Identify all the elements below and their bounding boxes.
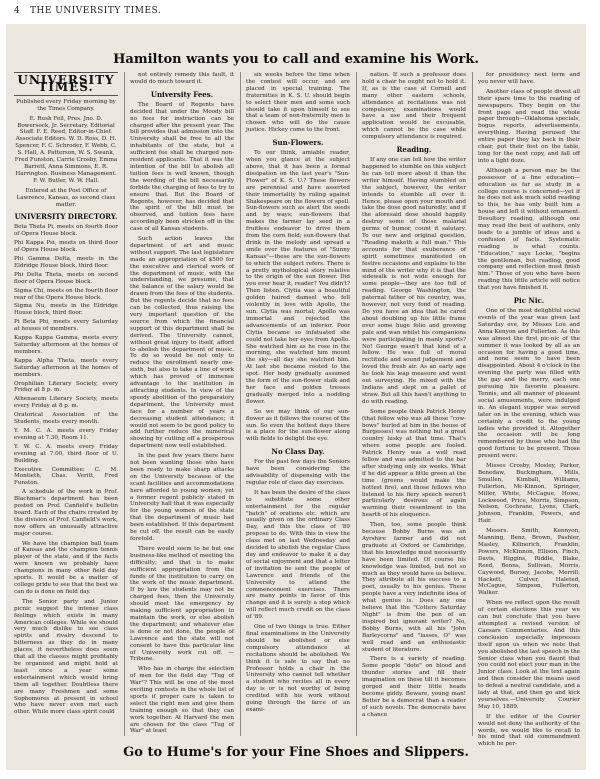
staff-list: E. Rush Fell, Pres. Jno. D. Bowersock, Jr. Secretary. Editorial Staff. F. E. Reed, Editor-in-Chief. Associate Editors. W. D. Ross, D. H. Spencer, F. C. Schroder, F. Webb, C. S. Hall, A. Patterson, W. S. Swank, Fred Funston, Carrie Crosby, Emma Barrett, Anna Simmons, E. R. Harrington. Business Management. F. W. Butler, W. W. Hall. xyxy=(14,115,118,184)
masthead-title: UNIVERSITY TIMES. xyxy=(14,72,118,96)
column-3 xyxy=(246,72,350,736)
publication-info: Published every Friday morning by the Times Company. xyxy=(16,98,116,112)
article-paragraph: Some people think Patrick Henry (that fellow who was all those "cow-bows" hurled at him in the house of Burgesses) was nothing but a great country lusky at that time. That's where some people are fooled. Patrick Henry was a well read fellow and was admitted to the bar after studying only six weeks. What if he did appear a little green at the time (greens would make the hottest fire), and those fellows who listened to his fiery speech weren't particularly desirous of again warming their resentment in the hearth of his eloquence. xyxy=(362,408,466,519)
article-paragraph: Then, too, some people think because Bobby Burns was an Ayrshire farmer and did not graduate at Oxford or Cambridge, that his knowledge must necessarily have been limited. Of course his knowledge was limited, but not so much as they would have us believe. They attribute all his success to a poet, usually to his genius. These people have a very indefinite idea of what genius is. Does any one believe that the "Cotters Saturday Night" is from the pen of an inspired but ignorant writer? No, Bobby Burns, with all his "John Barleycorns" and "lasses, O" was well read and an enthusiastic student of literature. xyxy=(362,522,466,653)
article-paragraph: If the editor of the Courier would not deny the authority of the words, we would like to recall to his mind that old commandment which he per- xyxy=(478,713,580,748)
article-paragraph: Who has in charge the selection of men for the field day "Tug of War"? This will be one of the most exciting contests in the whole list of sports if proper care is taken to select the right men and give them training enough so that they can work together. At Harvard the men are chosen for the class "Tug of War" at least xyxy=(130,666,234,735)
directory-item: Pi Beta Phi, meets every Saturday at houses of members. xyxy=(14,319,118,333)
article-heading: Pic Nic. xyxy=(513,296,545,306)
column-rule xyxy=(472,72,473,736)
top-advertisement: Hamilton wants you to call and examine his Work. xyxy=(113,52,479,67)
column-rule xyxy=(356,72,357,736)
editorial-paragraph: The Senior party and Junior picnic suggest the intense class feelings which exists in many American colleges. While we should very much dislike to see class spirits and rivalry descend to bitterness as they do in many places, it nevertheless does seem that all the classes might profitably be organized and might hold at least once a year some entertainment which would bring them all together. Doubtless there are many Freshmen and some Sophomores at present in school who have never even met each other. While more class spirit could xyxy=(14,598,118,716)
editorial-paragraph: A schedule of the work in Prof. Blachmar's department has been posted on Prof. Canfield's bulletin board. Each of the chairs created by the division of Prof. Canfield's work, now offers an unusually attractive major course. xyxy=(14,489,118,537)
article-heading: University Fees. xyxy=(150,89,214,99)
article-paragraph: Another class of people divest all their spare time to the reading of newspapers. They begin on the front page and read the whole paper through—Oklahoma specials, bogus reports, advertisements, everything. Having perused the entire paper they lay back in their chair, put their feet on the table, long for the next copy, and fall off into a light doze. xyxy=(478,88,580,164)
directory-heading: UNIVERSITY DIRECTORY. xyxy=(14,212,118,222)
column-4 xyxy=(362,72,466,736)
running-masthead: THE UNIVERSITY TIMES. xyxy=(30,6,162,16)
continued-text: six weeks before the time when the contest will occur, and are placed in special training. The fraternities in K. S. U. should begin to select their men and some such should take it upon himself to see that a team of non-fraternity men is chosen who will do the cause justice. Hickey come to the front. xyxy=(246,72,350,134)
article-heading: Reading. xyxy=(396,145,432,155)
article-paragraph: If any one can tell how the writer happened to stumble on this subject he can tell more about it than the writer himself. Having stumbled on the subject, however, the writer intends to stumble all over it. Hence, please open your mouth and take the dose good naturedly; and if the aforesaid dose should happily destroy some of those malarial germs of humor, count it salutary. To our new and original question, "Reading maketh a full man." This accounts for that exuberance of spirit sometimes manifested on festive occasions and explains to the mind of the writer why it is that the sidewalk is not wide enough for some people—they are too full of reading. George Washington, the paternal father of his country, was, however, not very fond of reading. Do you have an idea that he cared about doubling up his little frame over some huge folio and growing pale and wan whilst his companions were participating in manly sports? No! George wasn't that kind of a fellow. He was full of moral rectitude and sound judgement and loved the fresh air. As an early age he took his leap measure and went out surveying. He mixed with the Indians and slept on a pallet of straw. But all this hasn't anything to do with reading. xyxy=(362,157,466,405)
directory-item: Oratorical Association of the Students, meets every month. xyxy=(14,412,118,426)
directory-list xyxy=(14,224,118,487)
directory-item: Beta Theta Pi, meets on fourth floor of Opera House block. xyxy=(14,224,118,238)
article-paragraph: In the past few years there have not been wanting those who have been ready to make sharp attacks on the University because of the scant facilities and accommodations here afforded to young women; yet a former regent publicly stated in University hall that it was especially for the young women of the state that the department of music had been established. If this department be cut off, the result can be easily foretold. xyxy=(130,453,234,542)
continued-text: not entirely remedy this fault, it would do much toward it. xyxy=(130,72,234,85)
directory-item: Athenaeum Literary Society, meets every Friday at 8 p. m. xyxy=(14,396,118,410)
directory-item: Y. M. C. A. meets every Friday evening at 7.30, Room 11. xyxy=(14,427,118,441)
article-paragraph: To our think, amiable reader, when you glance at the subject above, that it has been a formal dissipation on the last year's "Sun-Flower" of K. S. U.? These flowers are perennial and have asserted their immortality by ruling against Shakespeare on the flowers of spell. Sun-flowers such as alert the seeds and by ways; sun-flowers that makes the farmer lay seed in a fruitless endeavor to drive them from the corn field; sun-flowers that drink in the melody and spread a smile over the features of "Sunny Kansas"—these are the sun-flowers to which the subject refers. There is a pretty mythological story relative to the origin of the sun flower. Did you ever hear it, reader? You didn't? Then listen. Clytia was a beautiful golden haired damsel who fell violently in love with Apollo, the sun. Clytia was mortal; Apollo was immortal and rejected the advancements of an inferior. Poor Clytia became so infatuated she could not take her eyes from Apollo. She watched him as he rose in the morning, she watched him mount the sky—all day she watched him. At last she became rooted to the spot. Her body gradually assumed the form of the sun-flower stalk and her face and golden tresses gradually merged into a nodding flower. xyxy=(246,150,350,405)
directory-item: Executive Committee: C. M. Montieth, Chas. Veritt, Fred Funston. xyxy=(14,466,118,487)
article-paragraph: One of two things is true. Either final examinations in the University should be abolished or else compulsory attendance at recitations should be abolished. We think it is safe to say that no Professor holds a chair in the University who cannot tell whether a student who recites all in every day is or is not worthy of being credited with his work without going through the farce of an exami- xyxy=(246,624,350,713)
article-paragraph: Misses Crosby, Mosley, Parker, Benedaw, Buckingham, Mills, Smullen, Kimball, Williams, Fullerton, Mc-Kinnon, Springer, Miller, White, McCague, Howe, Lockwood, Price, Morris, Simpson, Nelson, Cochrane, Lyons, Clark, Johnson, Franklin, Powers, and Hair. xyxy=(478,463,580,525)
newspaper-page xyxy=(6,24,586,770)
article-paragraph: Messrs. Smith, Kennyon, Manning, Benz, Brown, Pashler, Masley, Kilinerich, Franklin, Powers, McKinnon, Ellison, Finch, Davis, Higgins, Riddle, Blake, Reed, Benns, Sullivan, Morris, Caywood, Bursey, Jacobs, Merrill, Hackett, Culver, Haleted, McCague, Simpson, Fullerton, Walker. xyxy=(478,528,580,597)
directory-item: Phi Kappa Psi, meets on third floor of Opera House block. xyxy=(14,240,118,254)
directory-item: Orophilian Literary Society, every Friday at 8 p. m. xyxy=(14,380,118,394)
page-number: 4 xyxy=(14,6,20,16)
continued-text: nation. If such a professor does hold a chair he ought not to hold it. If, as is the case at Cornell and many other eastern schools, attendance at recitations was not compulsory, examinations would have a use and their frequent application would be excusable, which cannot be the case while compulsory attendance is required. xyxy=(362,72,466,141)
article-paragraph: When we reflect upon the result of certain elections this year we can but conclude that you have attempted a revised version of Caesars Commentaries. And this conclusion especially impresses itself upon us when we note that you abolished the last speech in the Senior class when you flaunt that you could not elect your man in the Junior class. Look at the text again and then consider the means used to defeat a neutral candidate, and a lady at that, and then go and kick yourselves.—University Courier May 10, 1889. xyxy=(478,600,580,710)
article-paragraph: For the past few days the Seniors have been considering the advisability of dispensing with the regular role of class day exercises. xyxy=(246,459,350,486)
article-paragraph: It has been the desire of the class to substitute some other entertainment for the regular "batch" of orations etc. which are usually given on the ordinary Class Day, and this the class of '89 propose to do. With this in view the class met on last Wednesday and decided to abolish the regular Class day and endeavor to make it a day of social enjoyment and that a letter of invitation be sent the people of Lawrence and friends of the University to attend the commencement exercises. There are many points in favor of this change and it is surely a step which will reflect much credit on the class of '89. xyxy=(246,489,350,621)
article-paragraph: One of the most delightful social events of the year was given last Saturday eve, by Misses Lou and Anna Kenyon and Fullerton. As this was almost the first pic-nic of the summer it was looked by all as an occasion for having a good time, and none seem to have been disappointed. About 4 o'clock in the evening the party was filled with the gay and the merry, each one pursuing his favorite pleasure. Tennis, and all manner of pleasant social amusements, were indulged in. An elegant supper was served later on in the evening, which was certainly a credit to the young ladies who provided it. Altogether the occasion will be long remembered by those who had the good fortune to be present. Those present were: xyxy=(478,308,580,460)
directory-item: Kappa Kappa Gamma, meets every Saturday afternoon at the homes of members. xyxy=(14,335,118,355)
article-paragraph: The Board of Regents have decided that under the Moody bill no fees for instruction can be charged after the present year. The bill provides that admission into the University shall be free to all the inhabitants of the state, but a sufficient fee shall be charged non-resident applicants. That it was the intention of the bill to abolish all tuition fees is well known, though the wording of the bill necessarily forbids the charging of fees to try to ensure that. But the Board of Regents, however, has decided that the spirit of the bill must be observed, and tuition fees have accordingly been stricken off in the case of all Kansas students. xyxy=(130,101,234,233)
article-paragraph: So we may think of our sun-flower as it follows the course of the sun. So even the hottest days there is a place for the sun-flower along with fields to delight the eye. xyxy=(246,408,350,443)
directory-item: Phi Gamma Delta, meets in the Eldridge House block, third floor. xyxy=(14,256,118,269)
article-paragraph: There is a variety of reading. Some people "dote" on blood and thunder stories and fill their imagination on these till it becomes gorged and their little heads become giddy. Beware, young man! Better be a democrat than a reader of such novels. The democrats have a chance xyxy=(362,656,466,718)
directory-item: Phi Delta Theta, meets on second floor of Opera House block. xyxy=(14,271,118,285)
entry-notice: Entered at the Post Office of Lawrence, Kansas, as second class matter. xyxy=(16,187,116,208)
directory-item: Sigma Nu, meets in the Eldridge House block, third floor. xyxy=(14,303,118,317)
directory-item: Y. W. C. A. meets every Friday evening at 7.00, third floor of U. Building. xyxy=(14,443,118,464)
directory-item: Kappa Alpha Theta, meets every Saturday afternoon at the homes of members. xyxy=(14,357,118,378)
article-paragraph: There would seem to be but one business-like method of meeting the difficulty; and that is to make sufficient appropriation from the funds of the institution to carry on the work of the music department. If by law the students may not be charged fees, then the University should meet the emergency by making sufficient appropriation to maintain the work, or else abolish the department; and whatever else is done or not done, the people of Lawrence and the state will not consent to have this particular line of University work cut off. —Tribune. xyxy=(130,545,234,663)
column-5 xyxy=(478,72,580,748)
column-rule xyxy=(124,72,125,736)
directory-item: Sigma Chi, meets on the fourth floor rear of the Opera House block. xyxy=(14,287,118,301)
column-2 xyxy=(130,72,234,736)
column-1 xyxy=(14,72,118,736)
page-folio xyxy=(6,4,586,18)
column-rule xyxy=(240,72,241,736)
continued-text: for presidency next term and you never will have. xyxy=(478,72,580,85)
bottom-advertisement: Go to Hume's for your Fine Shoes and Slippers. xyxy=(123,745,469,760)
article-heading: Sun-Flowers. xyxy=(272,138,324,148)
editorial-paragraph: We have the champion ball team of Kansas and the champion tennis player of the state, and if the facts were known we probably have champions in many other field day sports. It would be a matter of college pride to see that the best we can do is done on field day. xyxy=(14,540,118,595)
article-heading: No Class Day. xyxy=(271,447,325,457)
article-paragraph: Although a person may be the possessor of a fine education—education as far as study in a college course is concerned—yet if he does not ask much solid reading to this, he has only built him a house and left it without ornament. Desultory reading, although one may read the best of authors, only leads to a jumble of ideas and a confusion of facts. Systematic reading is what counts. "Education," says Locke, "begins the gentleman, but reading, good company and reflection must finish him." Those of you who have been reading this little article will notice that you have finished it. xyxy=(478,167,580,292)
article-paragraph: Such action leaves the department of art and music without support. The last legislature made an appropriation of $500 for the executive and clerical work of the department of music, with the understanding, we presume, that the balance of the salary would be drawn from the fees of the students. But the regents decide that no fees can be collected, thus raising the very important question of the source from which the financial support of this department shall be derived. The University cannot, without great injury to itself, afford to abolish the department of music. To do so would be not only to reduce the enrollment nearly one-sixth, but also to take a line of work which has proved of immense advantage to the institution in attracting students. In view of the speedy abolition of the preparatory department, the University must face for a number of years a decreasing student attendance; it would not seem to be good policy to add further reduce the numerical showing by cutting off a prosperous department now well established. xyxy=(130,236,234,450)
columns xyxy=(14,72,580,748)
